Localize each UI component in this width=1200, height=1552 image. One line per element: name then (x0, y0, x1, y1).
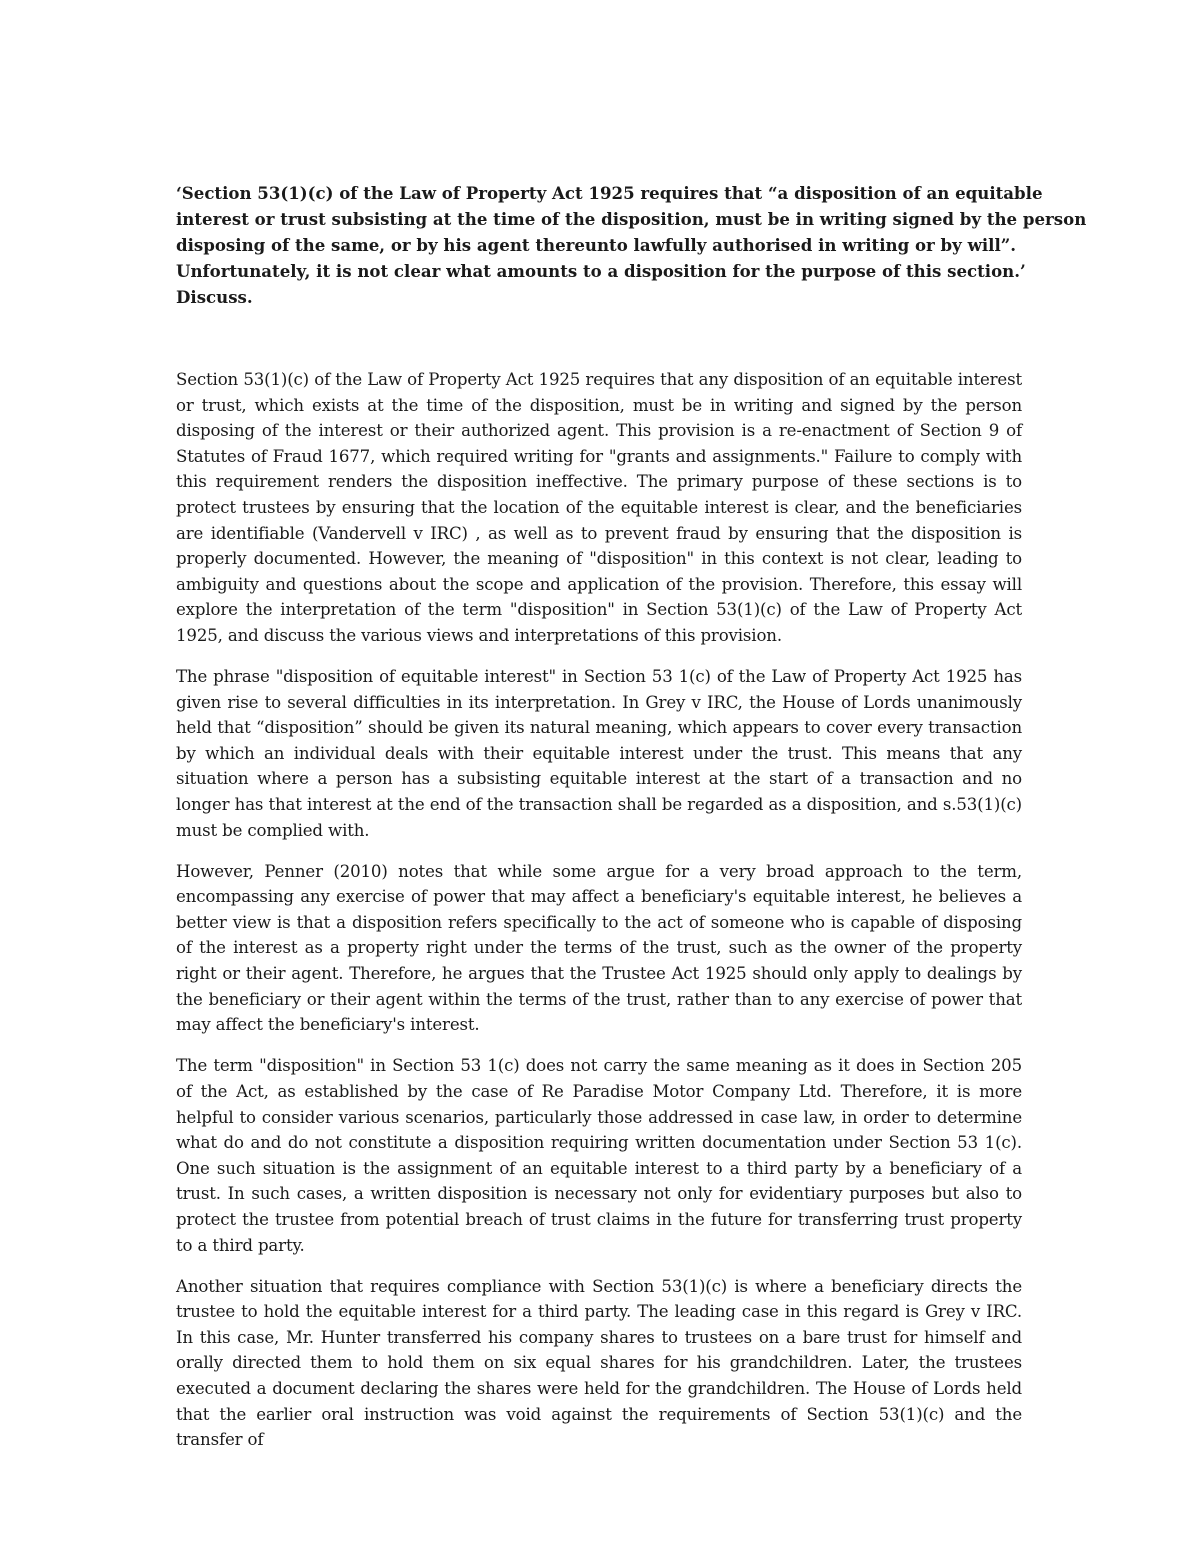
body-paragraph: Section 53(1)(c) of the Law of Property Act 1925 requires that any disposition of an equitable interest or trust, which exists at the time of the disposition, must be in writing and signed by the person disposing of the interest or their authorized agent. This provision is a re-enactment of Section 9 of Statutes of Fraud 1677, which required writing for "grants and assignments." Failure to comply with this requirement renders the disposition ineffective. The primary purpose of these sections is to protect trustees by ensuring that the location of the equitable interest is clear, and the beneficiaries are identifiable (Vandervell v IRC) , as well as to prevent fraud by ensuring that the disposition is properly documented. However, the meaning of "disposition" in this context is not clear, leading to ambiguity and questions about the scope and application of the provision. Therefore, this essay will explore the interpretation of the term "disposition" in Section 53(1)(c) of the Law of Property Act 1925, and discuss the various views and interpretations of this provision. (176, 370, 1022, 645)
question-line: ‘Section 53(1)(c) of the Law of Property Act 1925 requires that “a disposition of an equitable (176, 183, 1043, 203)
essay-question (176, 180, 1087, 310)
question-line: disposing of the same, or by his agent thereunto lawfully authorised in writing or by will”. (176, 235, 1017, 255)
question-line: Discuss. (176, 287, 253, 307)
question-line: interest or trust subsisting at the time of the disposition, must be in writing signed by the person (176, 209, 1087, 229)
question-line: Unfortunately, it is not clear what amounts to a disposition for the purpose of this section.’ (176, 261, 1026, 281)
body-paragraph: Another situation that requires compliance with Section 53(1)(c) is where a beneficiary directs the trustee to hold the equitable interest for a third party. The leading case in this regard is Grey v IRC. In this case, Mr. Hunter transferred his company shares to trustees on a bare trust for himself and orally directed them to hold them on six equal shares for his grandchildren. Later, the trustees executed a document declaring the shares were held for the grandchildren. The House of Lords held that the earlier oral instruction was void against the requirements of Section 53(1)(c) and the transfer of (176, 1276, 1022, 1450)
body-paragraph: The phrase "disposition of equitable interest" in Section 53 1(c) of the Law of Property Act 1925 has given rise to several difficulties in its interpretation. In Grey v IRC, the House of Lords unanimously held that “disposition” should be given its natural meaning, which appears to cover every transaction by which an individual deals with their equitable interest under the trust. This means that any situation where a person has a subsisting equitable interest at the start of a transaction and no longer has that interest at the end of the transaction shall be regarded as a disposition, and s.53(1)(c) must be complied with. (176, 667, 1022, 840)
body-paragraph: The term "disposition" in Section 53 1(c) does not carry the same meaning as it does in Section 205 of the Act, as established by the case of Re Paradise Motor Company Ltd. Therefore, it is more helpful to consider various scenarios, particularly those addressed in case law, in order to determine what do and do not constitute a disposition requiring written documentation under Section 53 1(c). One such situation is the assignment of an equitable interest to a third party by a beneficiary of a trust. In such cases, a written disposition is necessary not only for evidentiary purposes but also to protect the trustee from potential breach of trust claims in the future for transferring trust property to a third party. (176, 1056, 1022, 1255)
essay-body (176, 367, 1022, 1453)
body-paragraph: However, Penner (2010) notes that while some argue for a very broad approach to the term, encompassing any exercise of power that may affect a beneficiary's equitable interest, he believes a better view is that a disposition refers specifically to the act of someone who is capable of disposing of the interest as a property right under the terms of the trust, such as the owner of the property right or their agent. Therefore, he argues that the Trustee Act 1925 should only apply to dealings by the beneficiary or their agent within the terms of the trust, rather than to any exercise of power that may affect the beneficiary's interest. (176, 861, 1022, 1035)
document-page (176, 180, 1087, 1468)
